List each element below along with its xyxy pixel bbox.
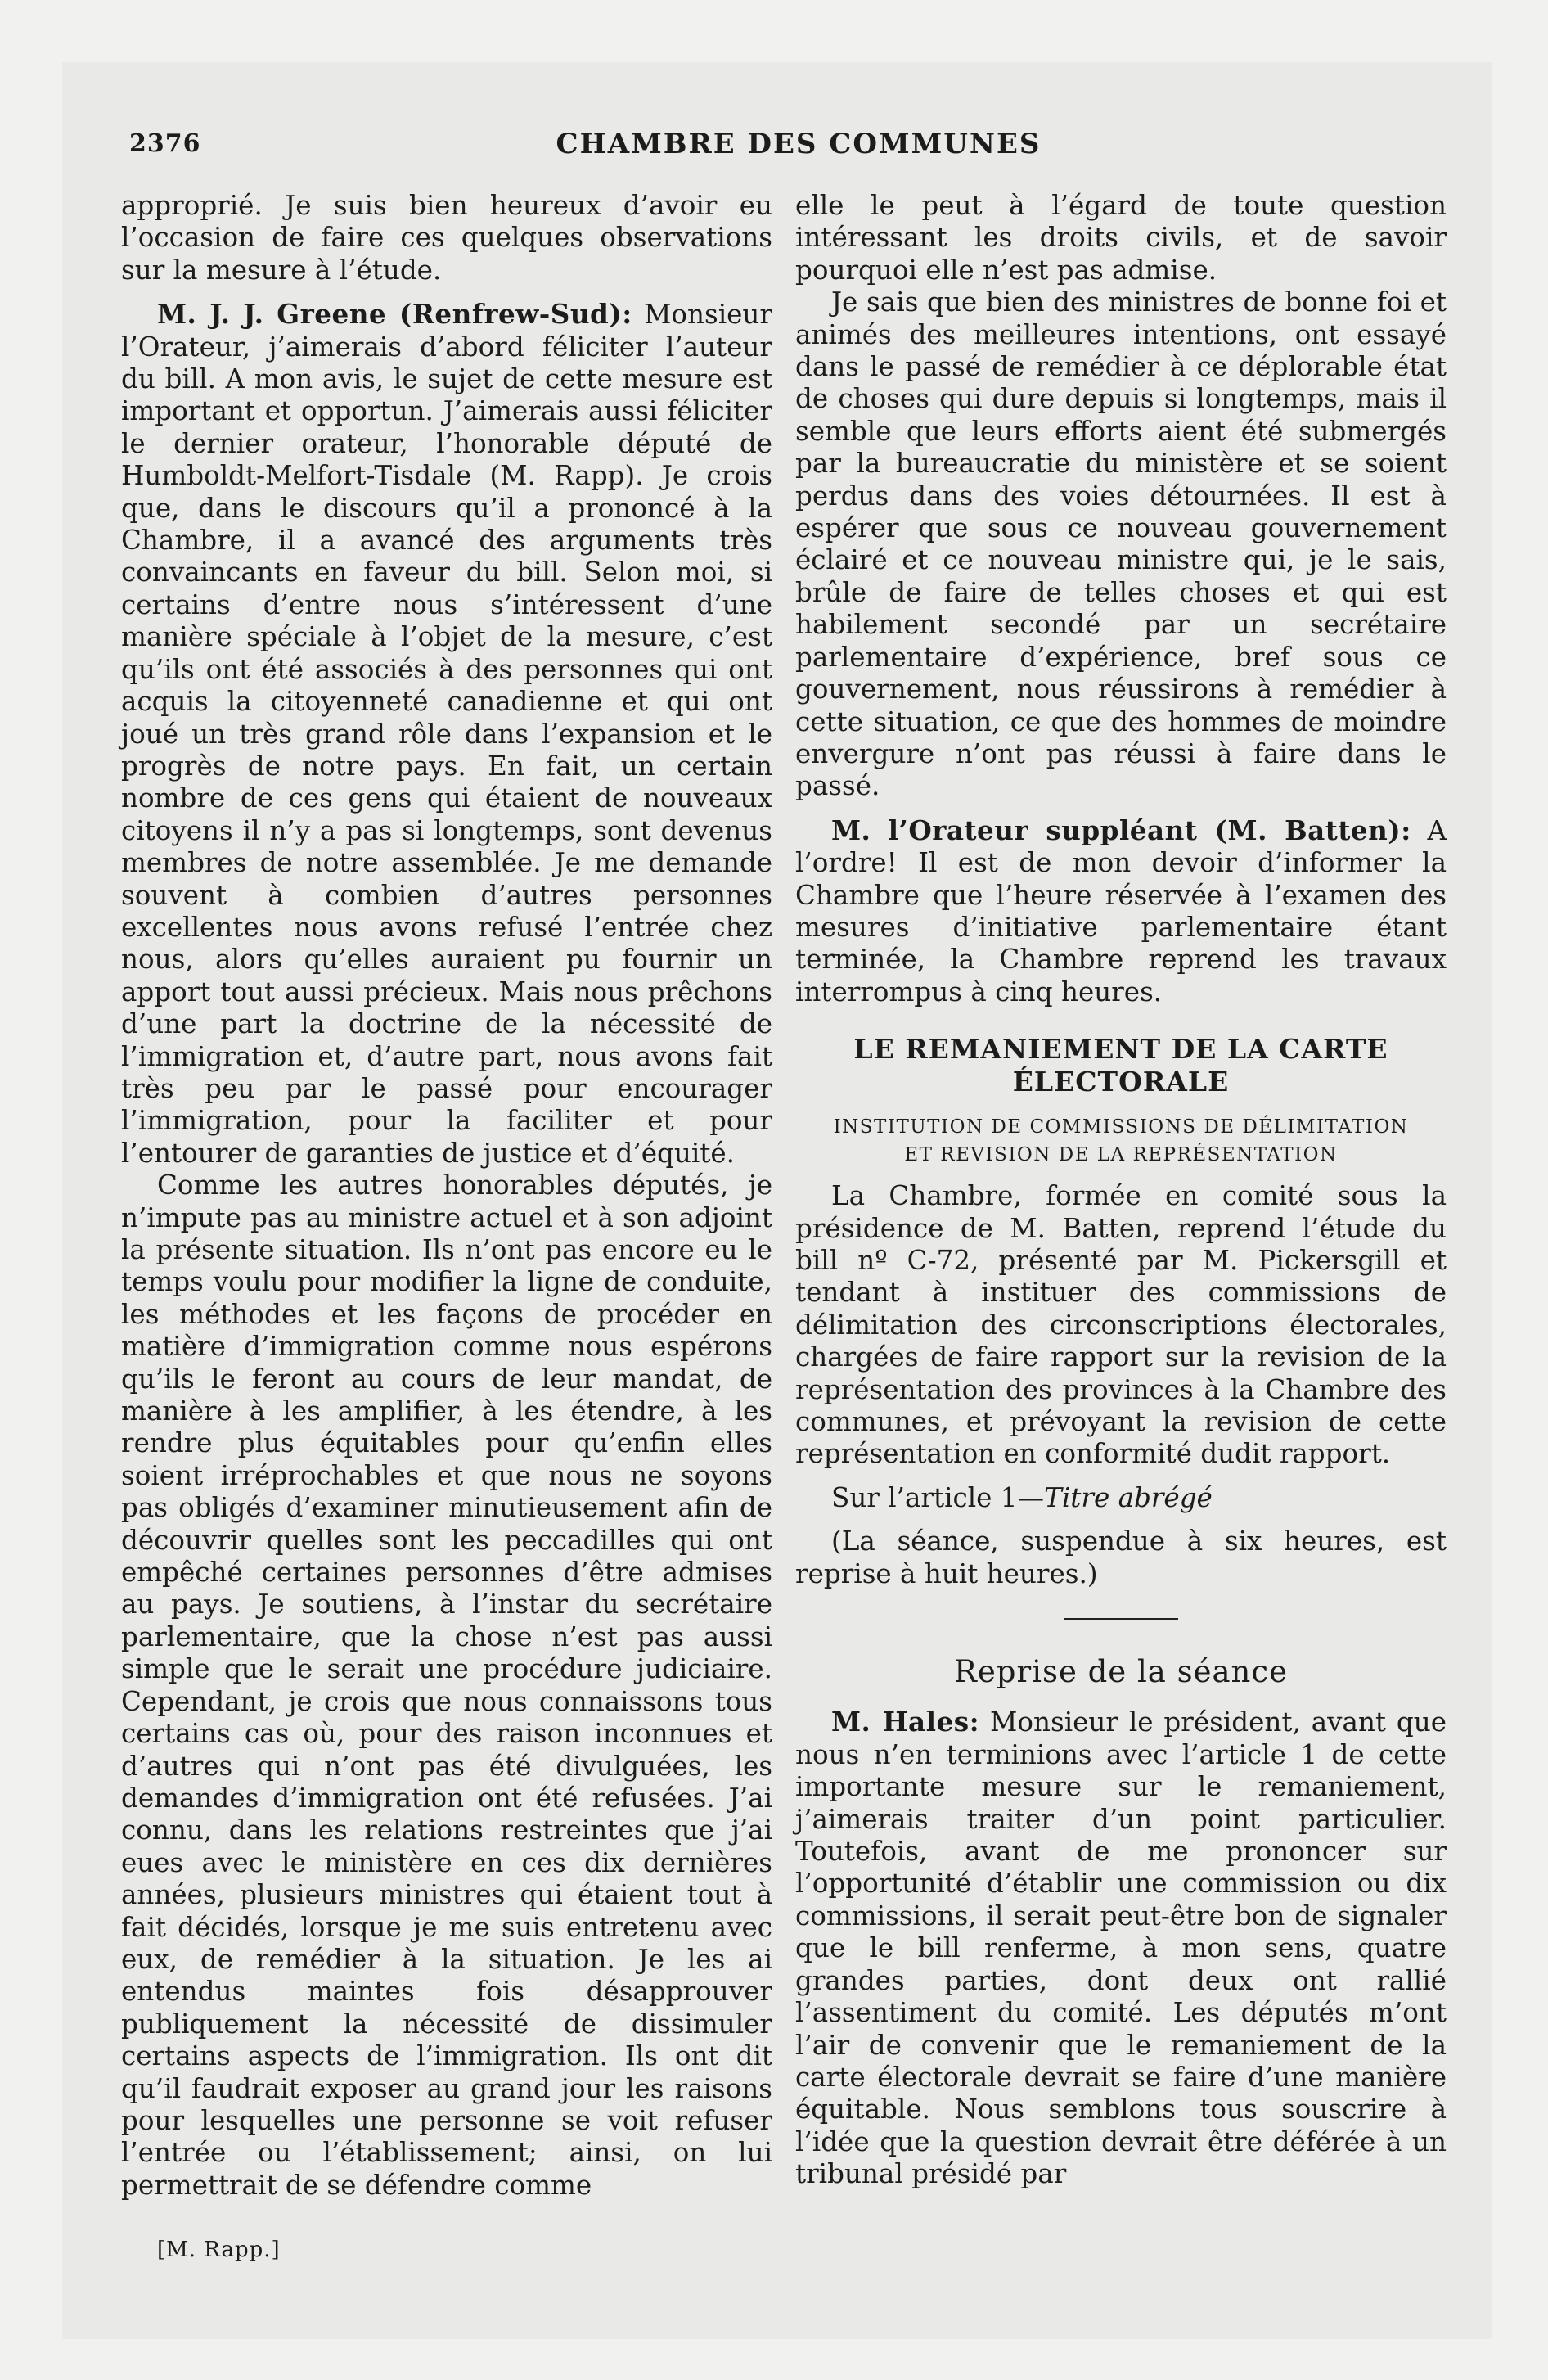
- paragraph: Comme les autres honorables députés, je n’impute pas au ministre actuel et à son adjoint la présente situation. Ils n’ont pas encore eu le temps voulu pour modifier la ligne de conduite, les méthodes et les façons de procéder en matière d’immigration comme nous espérons qu’ils le feront au cours de leur mandat, de manière à les amplifier, à les étendre, à les rendre plus équitables pour qu’enfin elles soient irréprochables et que nous ne soyons pas obligés d’examiner minutieusement afin de découvrir quelles sont les peccadilles qui ont empêché certaines personnes d’être admises au pays. Je soutiens, à l’instar du secrétaire parlementaire, que la chose n’est pas aussi simple que le serait une procédure judiciaire. Cependant, je crois que nous connaissons tous certains cas où, pour des raison inconnues et d’autres qui n’ont pas été divulguées, les demandes d’immigration ont été refusées. J’ai connu, dans les relations restreintes que j’ai eues avec le ministère en ces dix dernières années, plusieurs ministres qui étaient tout à fait décidés, lorsque je me suis entretenu avec eux, de remédier à la situation. Je les ai entendus maintes fois désapprouver publiquement la nécessité de dissimuler certains aspects de l’immigration. Ils ont dit qu’il faudrait exposer au grand jour les raisons pour lesquelles une personne se voit refuser l’entrée ou l’établissement; ainsi, on lui permettrait de se défendre comme: [121, 1170, 772, 2201]
- paragraph: (La séance, suspendue à six heures, est reprise à huit heures.): [795, 1526, 1447, 1589]
- speaker-name: M. l’Orateur suppléant (M. Batten):: [831, 814, 1411, 846]
- speaker-name: M. Hales:: [831, 1706, 980, 1738]
- paragraph: [795, 1706, 1447, 2190]
- speaker-name: M. J. J. Greene (Renfrew-Sud):: [157, 298, 632, 331]
- paragraph: approprié. Je suis bien heureux d’avoir eu l’occasion de faire ces quelques observations sur la mesure à l’étude.: [121, 190, 772, 286]
- section-title: [795, 1033, 1447, 1098]
- right-column: [795, 190, 1447, 2191]
- speech-text: Monsieur le président, avant que nous n’en terminions avec l’article 1 de cette importante mesure sur le remaniement, j’aimerais traiter d’un point particulier. Toutefois, avant de me prononcer sur l’opportunité d’établir une commission ou dix commissions, il serait peut-être bon de signaler que le bill renferme, à mon sens, quatre grandes parties, dont deux ont rallié l’assentiment du comité. Les députés m’ont l’air de convenir que le remaniement de la carte électorale devrait se faire d’une manière équitable. Nous semblons tous souscrire à l’idée que la question devrait être déférée à un tribunal présidé par: [795, 1706, 1447, 2190]
- paragraph: La Chambre, formée en comité sous la présidence de M. Batten, reprend l’étude du bill nº C-72, présenté par M. Pickersgill et tendant à instituer des commissions de délimitation des circonscriptions électorales, chargées de faire rapport sur la revision de la représentation des provinces à la Chambre des communes, et prévoyant la revision de cette représentation en conformité dudit rapport.: [795, 1180, 1447, 1470]
- paragraph: [795, 1482, 1447, 1514]
- paragraph: elle le peut à l’égard de toute question intéressant les droits civils, et de savoir pourquoi elle n’est pas admise.: [795, 190, 1447, 286]
- resumption-heading: Reprise de la séance: [954, 1654, 1288, 1690]
- paragraph: [795, 814, 1447, 1008]
- running-title: CHAMBRE DES COMMUNES: [556, 128, 1042, 160]
- paragraph: Je sais que bien des ministres de bonne foi et animés des meilleures intentions, ont essayé dans le passé de remédier à ce déplorable état de choses qui dure depuis si longtemps, mais il semble que leurs efforts aient été submergés par la bureaucratie du ministère et se soient perdus dans des voies détournées. Il est à espérer que sous ce nouveau gouvernement éclairé et ce nouveau ministre qui, je le sais, brûle de faire de telles choses et qui est habilement secondé par un secrétaire parlementaire d’expérience, bref sous ce gouvernement, nous réussirons à remédier à cette situation, ce que des hommes de moindre envergure n’ont pas réussi à faire dans le passé.: [795, 286, 1447, 802]
- clause-title: Titre abrégé: [1044, 1481, 1213, 1513]
- speech-text: Monsieur l’Orateur, j’aimerais d’abord féliciter l’auteur du bill. A mon avis, le sujet de cette mesure est important et opportun. J’aimerais aussi féliciter le dernier orateur, l’honorable député de Humboldt-Melfort-Tisdale (M. Rapp). Je crois que, dans le discours qu’il a prononcé à la Chambre, il a avancé des arguments très convaincants en faveur du bill. Selon moi, si certains d’entre nous s’intéressent d’une manière spéciale à l’objet de la mesure, c’est qu’ils ont été associés à des personnes qui ont acquis la citoyenneté canadienne et qui ont joué un très grand rôle dans l’expansion et le progrès de notre pays. En fait, un certain nombre de ces gens qui étaient de nouveaux citoyens il n’y a pas si longtemps, sont devenus membres de notre assemblée. Je me demande souvent à combien d’autres personnes excellentes nous avons refusé l’entrée chez nous, alors qu’elles auraient pu fournir un apport tout aussi précieux. Mais nous prêchons d’une part la doctrine de la nécessité de l’immigration et, d’autre part, nous avons fait très peu par le passé pour encourager l’immigration, pour la faciliter et pour l’entourer de garanties de justice et d’équité.: [121, 299, 772, 1169]
- paragraph: [121, 298, 772, 1170]
- subheading-line: ET REVISION DE LA REPRÉSENTATION: [904, 1144, 1338, 1166]
- speech-text: A l’ordre! Il est de mon devoir d’informer la Chambre que l’heure réservée à l’examen des mesures d’initiative parlementaire étant terminée, la Chambre reprend les travaux interrompus à cinq heures.: [795, 814, 1447, 1007]
- left-column: [121, 190, 772, 2267]
- page-header: [129, 124, 1468, 174]
- section-title-line: LE REMANIEMENT DE LA CARTE: [853, 1033, 1388, 1066]
- section-title-line: ÉLECTORALE: [1012, 1066, 1230, 1098]
- clause-prefix: Sur l’article 1—: [831, 1481, 1045, 1513]
- subheading-line: INSTITUTION DE COMMISSIONS DE DÉLIMITATION: [833, 1116, 1409, 1138]
- page-number: 2376: [129, 129, 201, 158]
- speaker-signature: [M. Rapp.]: [157, 2238, 281, 2263]
- section-subheading: [795, 1113, 1447, 1169]
- divider: [1064, 1618, 1178, 1620]
